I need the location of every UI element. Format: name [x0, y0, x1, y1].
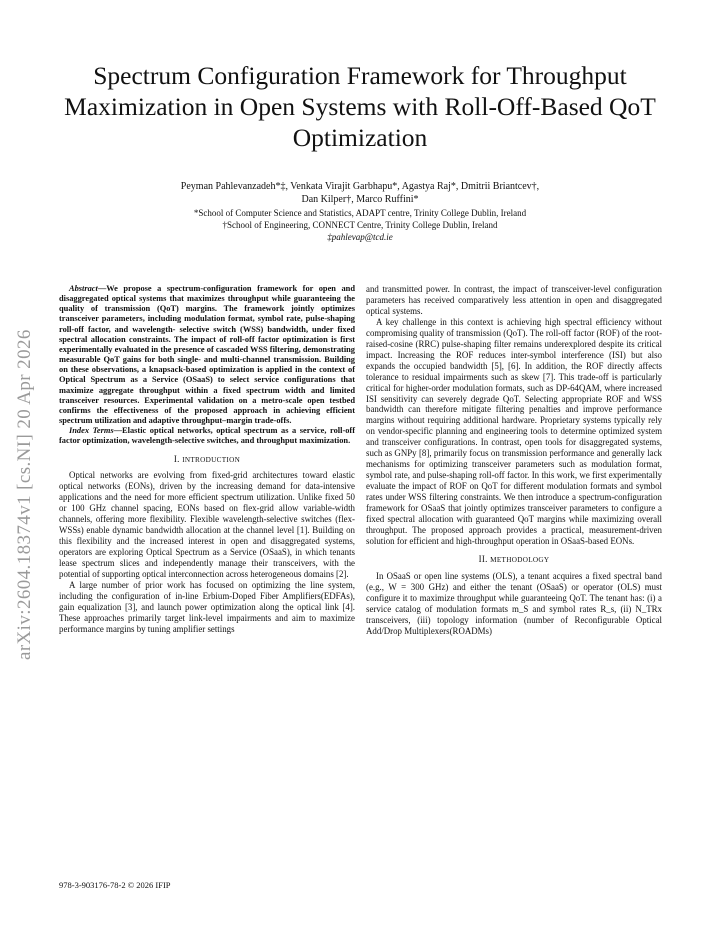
- contact-email: ‡pahlevap@tcd.ie: [327, 232, 393, 242]
- abstract: [59, 284, 355, 426]
- section2-title: METHODOLOGY: [490, 555, 550, 564]
- section1-number: I.: [173, 453, 183, 464]
- copyright-footer: 978-3-903176-78-2 © 2026 IFIP: [59, 880, 171, 890]
- section-heading-introduction: [59, 454, 355, 466]
- arxiv-watermark: arXiv:2604.18374v1 [cs.NI] 20 Apr 2026: [14, 329, 35, 660]
- author-list: [60, 180, 660, 206]
- index-terms-text: —Elastic optical networks, optical spectrum as a service, roll-off factor optimization, wavelength-selective switches, and throughput maximization.: [59, 426, 356, 446]
- right-column: [366, 284, 662, 637]
- intro-paragraph-1: Optical networks are evolving from fixed-grid architectures toward elastic optical networks (EONs), driven by the increasing demand for data-intensive applications and the need for more efficient spectrum utilization. Unlike fixed 50 or 100 GHz channel spacing, EONs based on flex-grid allow variable-width channels, offering more flexibility. Flexible wavelength-selective switches (flex-WSSs) enable dynamic bandwidth allocation at the channel level [1]. Building on this flexibility and the increased interest in open and disaggregated systems, operators are exploring Optical Spectrum as a Service (OSaaS), in which tenants lease spectrum slices and independently manage their transceivers, with the potential of supporting optical interconnection across heterogeneous domains [2].: [59, 470, 355, 580]
- paper-title: Spectrum Configuration Framework for Throughput Maximization in Open Systems with Roll-Off-Based QoT Optimization: [64, 61, 656, 152]
- section2-number: II.: [478, 553, 491, 564]
- abstract-label: Abstract: [69, 284, 98, 293]
- left-column: [59, 284, 355, 635]
- authors-line-2: Dan Kilper†, Marco Ruffini*: [301, 194, 419, 205]
- abstract-text: —We propose a spectrum-configuration framework for open and disaggregated optical systems that maximizes throughput while guaranteeing the quality of transmission (QoT) margins. The framework jointly optimizes transceiver parameters, including modulation format, symbol rate, pulse-shaping roll-off factor, and wavelength- selective switch (WSS) bandwidth, under fixed spectral allocation constraints. The impact of roll-off factor optimization is first experimentally evaluated in the presence of cascaded WSS filtering, demonstrating measurable QoT gains for both single- and multi-channel transmission. Building on these observations, a knapsack-based optimization is applied in the context of Optical Spectrum as a Service (OSaaS) to select service configurations that maximize aggregate throughput within a fixed spectrum width and limited transceiver resources. Experimental validation on a metro-scale open testbed confirms the effectiveness of the proposed approach in achieving efficient spectrum utilization and adaptive throughput–margin trade-offs.: [59, 284, 355, 426]
- methodology-paragraph-1: In OSaaS or open line systems (OLS), a tenant acquires a fixed spectral band (e.g., W = 300 GHz) and either the tenant (OSaaS) or operator (OLS) must configure it to maximize throughput while guaranteeing QoT. The tenant has: (i) a service catalog of modulation formats m_S and symbol rates R_s, (ii) N_TRx transceivers, (iii) topology information (number of Reconfigurable Optical Add/Drop Multiplexers(ROADMs): [366, 570, 662, 636]
- index-terms: [59, 426, 355, 446]
- section1-title: INTRODUCTION: [182, 455, 241, 464]
- intro-paragraph-2: A large number of prior work has focused on optimizing the line system, including the configuration of in-line Erbium-Doped Fiber Amplifiers(EDFAs), gain equalization [3], and launch power optimization along the optical link [4]. These approaches primarily target link-level impairments and aim to maximize performance margins by tuning amplifier settings: [59, 579, 355, 634]
- right-paragraph-1: and transmitted power. In contrast, the impact of transceiver-level configuration parameters has received comparatively less attention in open and disaggregated optical systems.: [366, 284, 662, 316]
- section-heading-methodology: [366, 554, 662, 566]
- affiliation-1: *School of Computer Science and Statistics, ADAPT centre, Trinity College Dublin, Ireland: [193, 208, 527, 218]
- right-paragraph-2: A key challenge in this context is achieving high spectral efficiency without compromising quality of transmission (QoT). The roll-off factor (ROF) of the root-raised-cosine (RRC) pulse-shaping filter remains underexplored despite its critical impact. Increasing the ROF reduces inter-symbol interference (ISI) but also expands the occupied bandwidth [5], [6]. In addition, the ROF directly affects tolerance to residual impairments such as skew [7]. This trade-off is particularly critical for higher-order modulation formats, such as DP-64QAM, where increased ISI sensitivity can severely degrade QoT. Selecting appropriate ROF and WSS bandwidth can therefore mitigate filtering penalties and improve performance margins without requiring additional hardware. Proprietary systems typically rely on vendor-specific planning and engineering tools to determine optimized system and transceiver configurations. In contrast, open tools for disaggregated systems, such as GNPy [8], primarily focus on transmission performance and generally lack mechanisms for optimizing transceiver parameters such as modulation format, symbol rate, and pulse-shaping roll-off factor. In this work, we first experimentally evaluate the impact of ROF on QoT for different modulation formats and symbol rates under WSS filtering constraints. We then introduce a spectrum-configuration framework for OSaaS that jointly optimizes transceiver parameters to configure a fixed spectral allocation with guaranteed QoT margins while maximizing overall throughput. The proposed approach provides a practical, measurement-driven solution for efficient and high-throughput operation in OSaaS-based EONs.: [366, 316, 662, 546]
- authors-line-1: Peyman Pahlevanzadeh*‡, Venkata Virajit Garbhapu*, Agastya Raj*, Dmitrii Briantcev†,: [180, 181, 540, 192]
- affiliation-2: †School of Engineering, CONNECT Centre, Trinity College Dublin, Ireland: [222, 220, 498, 230]
- index-terms-label: Index Terms: [69, 426, 114, 436]
